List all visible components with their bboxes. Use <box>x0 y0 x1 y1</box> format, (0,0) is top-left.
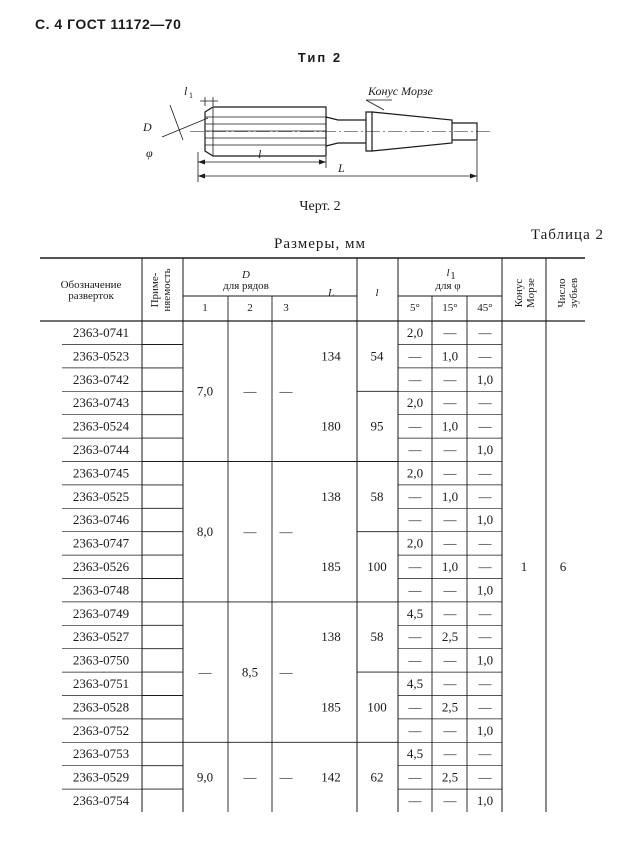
header-d: D <box>242 269 250 281</box>
cell-l1-15deg: — <box>443 722 457 738</box>
table-number: Таблица 2 <box>530 227 604 243</box>
cell-l1-5deg: — <box>408 512 422 528</box>
row-code: 2363-0744 <box>72 442 130 457</box>
cell-l1-45deg: 1,0 <box>476 582 494 598</box>
header-d-col: 2 <box>247 302 253 314</box>
cell-L: 138 <box>321 629 341 645</box>
cell-l1-5deg: 2,0 <box>406 535 424 551</box>
row-code: 2363-0750 <box>72 652 130 668</box>
cell-l1-15deg: 1,0 <box>441 559 459 574</box>
row-code: 2363-0523 <box>72 348 130 364</box>
cell-l1-5deg: 2,0 <box>406 325 424 340</box>
header-L: L <box>327 287 335 299</box>
row-code: 2363-0528 <box>72 699 130 715</box>
cell-L: 138 <box>321 488 341 504</box>
cell-l1-45deg: — <box>478 605 492 621</box>
cell-l1-15deg: 1,0 <box>441 418 459 434</box>
cell-l1-5deg: — <box>408 699 422 715</box>
cell-l1-5deg: 4,5 <box>406 746 424 762</box>
cell-l1-45deg: — <box>478 629 492 645</box>
cell-l: 95 <box>370 418 384 434</box>
header-teeth: зубьев <box>568 277 580 309</box>
header-cone: Конус <box>513 278 525 308</box>
cell-l1-15deg: — <box>443 535 457 551</box>
header-angle: 45° <box>477 302 493 314</box>
cell-d2: 8,5 <box>241 664 259 680</box>
cell-d2: — <box>243 769 257 785</box>
cell-teeth: 6 <box>559 559 567 574</box>
cell-l1-45deg: — <box>478 348 492 364</box>
row-code: 2363-0753 <box>72 746 130 762</box>
cell-l1-5deg: — <box>408 629 422 645</box>
row-code: 2363-0526 <box>72 559 130 574</box>
cell-l1-45deg: — <box>478 699 492 715</box>
cell-d2: — <box>243 523 257 539</box>
cell-l1-5deg: — <box>408 582 422 598</box>
cell-l1-45deg: — <box>478 395 492 411</box>
cell-l: 62 <box>370 769 384 785</box>
cell-l1-45deg: 1,0 <box>476 793 494 808</box>
cell-L: 185 <box>321 559 341 574</box>
cell-l1-5deg: — <box>408 442 422 457</box>
cell-cone: 1 <box>520 559 528 574</box>
row-code: 2363-0754 <box>72 793 130 808</box>
cell-d1: 8,0 <box>196 523 214 539</box>
cell-d1: 9,0 <box>196 769 214 785</box>
row-code: 2363-0524 <box>72 418 130 434</box>
drawing-caption: Черт. 2 <box>299 199 341 214</box>
cell-l1-45deg: — <box>478 465 492 481</box>
cell-l1-5deg: — <box>408 348 422 364</box>
cell-l1-5deg: 4,5 <box>406 605 424 621</box>
cell-l1-5deg: — <box>408 652 422 668</box>
cell-l1-45deg: 1,0 <box>476 512 494 528</box>
header-d-rows: для рядов <box>223 280 269 292</box>
header-angle: 15° <box>442 302 458 314</box>
cell-l: 54 <box>370 348 384 364</box>
cell-l1-15deg: 1,0 <box>441 488 459 504</box>
cell-l: 58 <box>370 488 384 504</box>
cell-l1-45deg: 1,0 <box>476 652 494 668</box>
cell-l1-15deg: — <box>443 793 457 808</box>
cell-l1-15deg: — <box>443 652 457 668</box>
header-cone: Морзе <box>525 278 537 308</box>
header-angle: 5° <box>410 302 420 314</box>
cell-l1-5deg: — <box>408 488 422 504</box>
header-d-col: 1 <box>202 302 208 314</box>
row-code: 2363-0752 <box>72 722 130 738</box>
cell-l1-45deg: 1,0 <box>476 371 494 387</box>
cell-l1-5deg: 2,0 <box>406 395 424 411</box>
label-l1-sub: 1 <box>189 91 193 100</box>
cell-L: 185 <box>321 699 341 715</box>
row-code: 2363-0749 <box>72 605 130 621</box>
cell-L: 134 <box>321 348 341 364</box>
label-phi: φ <box>146 146 153 160</box>
label-cone: Конус Морзе <box>368 84 433 98</box>
cell-d3: — <box>279 769 293 785</box>
row-code: 2363-0747 <box>72 535 130 551</box>
cell-l1-5deg: — <box>408 418 422 434</box>
cell-l1-5deg: — <box>408 559 422 574</box>
header-l: l <box>375 287 379 299</box>
cell-l1-15deg: — <box>443 442 457 457</box>
cell-l1-45deg: — <box>478 418 492 434</box>
cell-l1-15deg: — <box>443 465 457 481</box>
cell-l1-45deg: — <box>478 559 492 574</box>
cell-l1-15deg: 2,5 <box>441 629 459 645</box>
cell-d3: — <box>279 664 293 680</box>
cell-l1-5deg: — <box>408 769 422 785</box>
cell-l1-45deg: — <box>478 769 492 785</box>
cell-d2: — <box>243 383 257 399</box>
cell-l1-15deg: 2,5 <box>441 769 459 785</box>
cell-l1-5deg: 4,5 <box>406 676 424 691</box>
cell-l1-45deg: — <box>478 676 492 691</box>
header-l1-sub: 1 <box>450 270 456 282</box>
cell-l1-45deg: — <box>478 535 492 551</box>
cell-l: 100 <box>367 699 387 715</box>
cell-l1-45deg: 1,0 <box>476 442 494 457</box>
header-application: няемость <box>161 268 173 312</box>
row-code: 2363-0527 <box>72 629 130 645</box>
label-l1: l <box>184 84 188 98</box>
row-code: 2363-0746 <box>72 512 130 528</box>
type-title: Тип 2 <box>297 50 343 65</box>
header-designation: разверток <box>68 290 114 302</box>
row-code: 2363-0743 <box>72 395 130 411</box>
page-header: С. 4 ГОСТ 11172—70 <box>35 16 182 32</box>
cell-l: 58 <box>370 629 384 645</box>
label-L: L <box>338 161 345 175</box>
cell-l1-45deg: — <box>478 746 492 762</box>
header-l1-phi: для φ <box>435 280 461 292</box>
cell-l1-15deg: — <box>443 395 457 411</box>
cell-l1-15deg: — <box>443 371 457 387</box>
header-application: Приме- <box>149 272 161 308</box>
label-l: l <box>258 147 262 161</box>
label-D: D <box>143 120 152 134</box>
row-code: 2363-0741 <box>72 325 130 340</box>
row-code: 2363-0742 <box>72 371 130 387</box>
row-code: 2363-0745 <box>72 465 130 481</box>
cell-l1-15deg: — <box>443 325 457 340</box>
cell-l1-45deg: 1,0 <box>476 722 494 738</box>
cell-l1-45deg: — <box>478 488 492 504</box>
header-teeth: Число <box>556 278 568 308</box>
header-d-col: 3 <box>283 302 289 314</box>
cell-L: 142 <box>321 769 341 785</box>
row-code: 2363-0529 <box>72 769 130 785</box>
cell-d1: 7,0 <box>196 383 214 399</box>
cell-d3: — <box>279 383 293 399</box>
table-title: Размеры, мм <box>274 236 366 252</box>
cell-l1-45deg: — <box>478 325 492 340</box>
header-designation: Обозначение <box>60 279 122 291</box>
cell-l1-15deg: — <box>443 512 457 528</box>
cell-l1-5deg: — <box>408 722 422 738</box>
row-code: 2363-0751 <box>72 676 130 691</box>
cell-l1-5deg: — <box>408 793 422 808</box>
row-code: 2363-0748 <box>72 582 130 598</box>
cell-l1-5deg: 2,0 <box>406 465 424 481</box>
cell-l1-15deg: 1,0 <box>441 348 459 364</box>
cell-l1-15deg: 2,5 <box>441 699 459 715</box>
cell-l: 100 <box>367 559 387 574</box>
cell-l1-15deg: — <box>443 605 457 621</box>
cell-l1-15deg: — <box>443 746 457 762</box>
cell-l1-15deg: — <box>443 676 457 691</box>
cell-L: 180 <box>321 418 341 434</box>
cell-d1: — <box>198 664 212 680</box>
cell-l1-5deg: — <box>408 371 422 387</box>
header-l1: l <box>446 267 450 279</box>
cell-d3: — <box>279 523 293 539</box>
cell-l1-15deg: — <box>443 582 457 598</box>
row-code: 2363-0525 <box>72 488 130 504</box>
